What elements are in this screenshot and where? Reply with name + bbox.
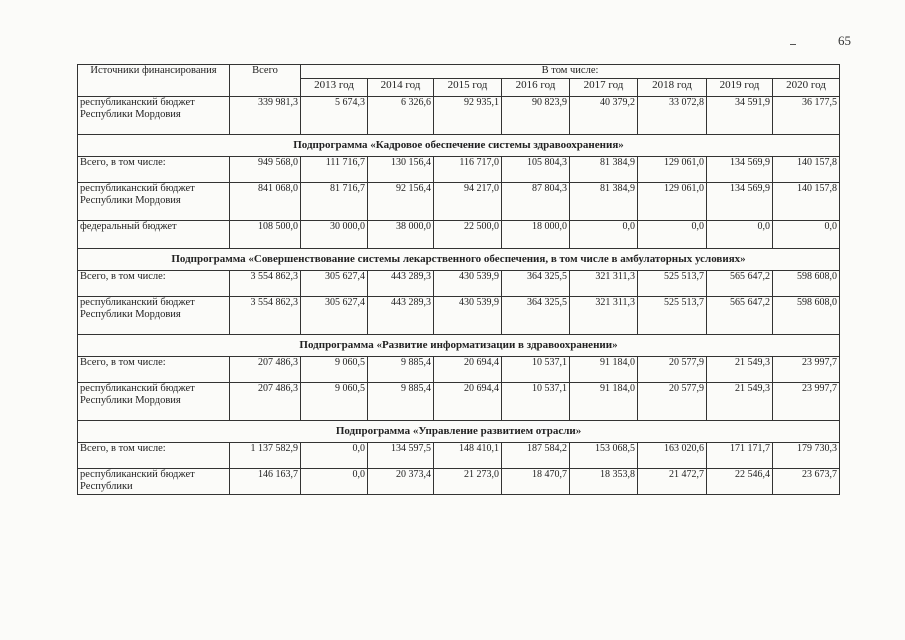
row-label: Всего, в том числе: [78,156,230,182]
cell-year-value: 0,0 [301,468,368,494]
cell-year-value: 38 000,0 [368,220,434,248]
cell-year-value: 22 500,0 [434,220,502,248]
cell-year-value: 130 156,4 [368,156,434,182]
cell-year-value: 364 325,5 [502,296,570,334]
subprogram-row [78,248,840,270]
table-row [78,296,840,334]
row-label: республиканский бюджет Республики Мордовия [78,96,230,134]
cell-total: 841 068,0 [230,182,301,220]
header-year: 2018 год [638,78,707,96]
cell-year-value: 148 410,1 [434,442,502,468]
cell-year-value: 430 539,9 [434,270,502,296]
cell-year-value: 23 673,7 [773,468,840,494]
header-year: 2015 год [434,78,502,96]
cell-year-value: 91 184,0 [570,356,638,382]
cell-year-value: 598 608,0 [773,270,840,296]
cell-total: 108 500,0 [230,220,301,248]
subprogram-row [78,334,840,356]
cell-year-value: 22 546,4 [707,468,773,494]
cell-year-value: 20 694,4 [434,356,502,382]
row-label: федеральный бюджет [78,220,230,248]
cell-year-value: 34 591,9 [707,96,773,134]
cell-year-value: 81 716,7 [301,182,368,220]
cell-total: 3 554 862,3 [230,270,301,296]
subprogram-row [78,134,840,156]
cell-year-value: 111 716,7 [301,156,368,182]
header-sources: Источники финансирования [78,65,230,97]
subprogram-title: Подпрограмма «Управление развитием отрасли» [78,420,840,442]
cell-year-value: 129 061,0 [638,182,707,220]
cell-year-value: 81 384,9 [570,182,638,220]
subprogram-title: Подпрограмма «Развитие информатизации в здравоохранении» [78,334,840,356]
cell-year-value: 179 730,3 [773,442,840,468]
cell-year-value: 18 000,0 [502,220,570,248]
header-year: 2013 год [301,78,368,96]
cell-year-value: 525 513,7 [638,270,707,296]
cell-total: 1 137 582,9 [230,442,301,468]
cell-year-value: 9 060,5 [301,382,368,420]
cell-year-value: 40 379,2 [570,96,638,134]
header-including: В том числе: [301,65,840,79]
cell-year-value: 129 061,0 [638,156,707,182]
cell-year-value: 30 000,0 [301,220,368,248]
table-row [78,182,840,220]
row-label: республиканский бюджет Республики [78,468,230,494]
cell-year-value: 134 597,5 [368,442,434,468]
cell-year-value: 21 549,3 [707,356,773,382]
cell-year-value: 134 569,9 [707,156,773,182]
cell-total: 949 568,0 [230,156,301,182]
cell-year-value: 21 273,0 [434,468,502,494]
cell-total: 339 981,3 [230,96,301,134]
cell-year-value: 0,0 [301,442,368,468]
table-row [78,442,840,468]
cell-year-value: 430 539,9 [434,296,502,334]
cell-year-value: 18 353,8 [570,468,638,494]
cell-year-value: 105 804,3 [502,156,570,182]
table-row [78,270,840,296]
row-label: республиканский бюджет Республики Мордовия [78,382,230,420]
header-year: 2014 год [368,78,434,96]
cell-year-value: 21 549,3 [707,382,773,420]
cell-year-value: 187 584,2 [502,442,570,468]
cell-year-value: 0,0 [773,220,840,248]
cell-year-value: 9 885,4 [368,382,434,420]
cell-year-value: 321 311,3 [570,270,638,296]
cell-year-value: 321 311,3 [570,296,638,334]
table-row [78,156,840,182]
row-label: Всего, в том числе: [78,442,230,468]
cell-year-value: 134 569,9 [707,182,773,220]
cell-year-value: 0,0 [638,220,707,248]
cell-year-value: 21 472,7 [638,468,707,494]
cell-year-value: 305 627,4 [301,296,368,334]
cell-year-value: 92 935,1 [434,96,502,134]
table-row [78,382,840,420]
page-number: 65 [838,33,851,48]
cell-year-value: 91 184,0 [570,382,638,420]
cell-year-value: 10 537,1 [502,382,570,420]
cell-year-value: 20 577,9 [638,356,707,382]
cell-year-value: 140 157,8 [773,182,840,220]
table-row [78,356,840,382]
cell-year-value: 305 627,4 [301,270,368,296]
cell-year-value: 443 289,3 [368,296,434,334]
header-year: 2020 год [773,78,840,96]
header-year: 2017 год [570,78,638,96]
cell-year-value: 9 885,4 [368,356,434,382]
cell-year-value: 92 156,4 [368,182,434,220]
cell-year-value: 20 577,9 [638,382,707,420]
header-total: Всего [230,65,301,97]
table-body [78,96,840,494]
cell-year-value: 565 647,2 [707,270,773,296]
cell-year-value: 565 647,2 [707,296,773,334]
cell-year-value: 81 384,9 [570,156,638,182]
cell-year-value: 116 717,0 [434,156,502,182]
cell-year-value: 20 694,4 [434,382,502,420]
row-label: Всего, в том числе: [78,270,230,296]
cell-total: 3 554 862,3 [230,296,301,334]
cell-year-value: 364 325,5 [502,270,570,296]
cell-year-value: 5 674,3 [301,96,368,134]
cell-year-value: 90 823,9 [502,96,570,134]
cell-year-value: 0,0 [570,220,638,248]
cell-year-value: 153 068,5 [570,442,638,468]
cell-year-value: 9 060,5 [301,356,368,382]
cell-year-value: 0,0 [707,220,773,248]
subprogram-row [78,420,840,442]
subprogram-title: Подпрограмма «Совершенствование системы лекарственного обеспечения, в том числе в амбулаторных условиях» [78,248,840,270]
cell-year-value: 10 537,1 [502,356,570,382]
row-label: республиканский бюджет Республики Мордовия [78,182,230,220]
row-label: Всего, в том числе: [78,356,230,382]
financing-table [77,64,840,495]
cell-year-value: 525 513,7 [638,296,707,334]
scan-artifact [790,44,796,45]
row-label: республиканский бюджет Республики Мордовия [78,296,230,334]
cell-year-value: 20 373,4 [368,468,434,494]
cell-year-value: 23 997,7 [773,382,840,420]
header-year: 2016 год [502,78,570,96]
table-row [78,468,840,494]
cell-total: 146 163,7 [230,468,301,494]
cell-year-value: 163 020,6 [638,442,707,468]
cell-year-value: 140 157,8 [773,156,840,182]
table-row [78,220,840,248]
cell-year-value: 33 072,8 [638,96,707,134]
cell-year-value: 6 326,6 [368,96,434,134]
cell-year-value: 443 289,3 [368,270,434,296]
subprogram-title: Подпрограмма «Кадровое обеспечение системы здравоохранения» [78,134,840,156]
cell-year-value: 36 177,5 [773,96,840,134]
cell-year-value: 171 171,7 [707,442,773,468]
table-row [78,96,840,134]
cell-year-value: 87 804,3 [502,182,570,220]
cell-year-value: 94 217,0 [434,182,502,220]
cell-year-value: 598 608,0 [773,296,840,334]
cell-year-value: 23 997,7 [773,356,840,382]
header-year: 2019 год [707,78,773,96]
cell-year-value: 18 470,7 [502,468,570,494]
cell-total: 207 486,3 [230,356,301,382]
cell-total: 207 486,3 [230,382,301,420]
